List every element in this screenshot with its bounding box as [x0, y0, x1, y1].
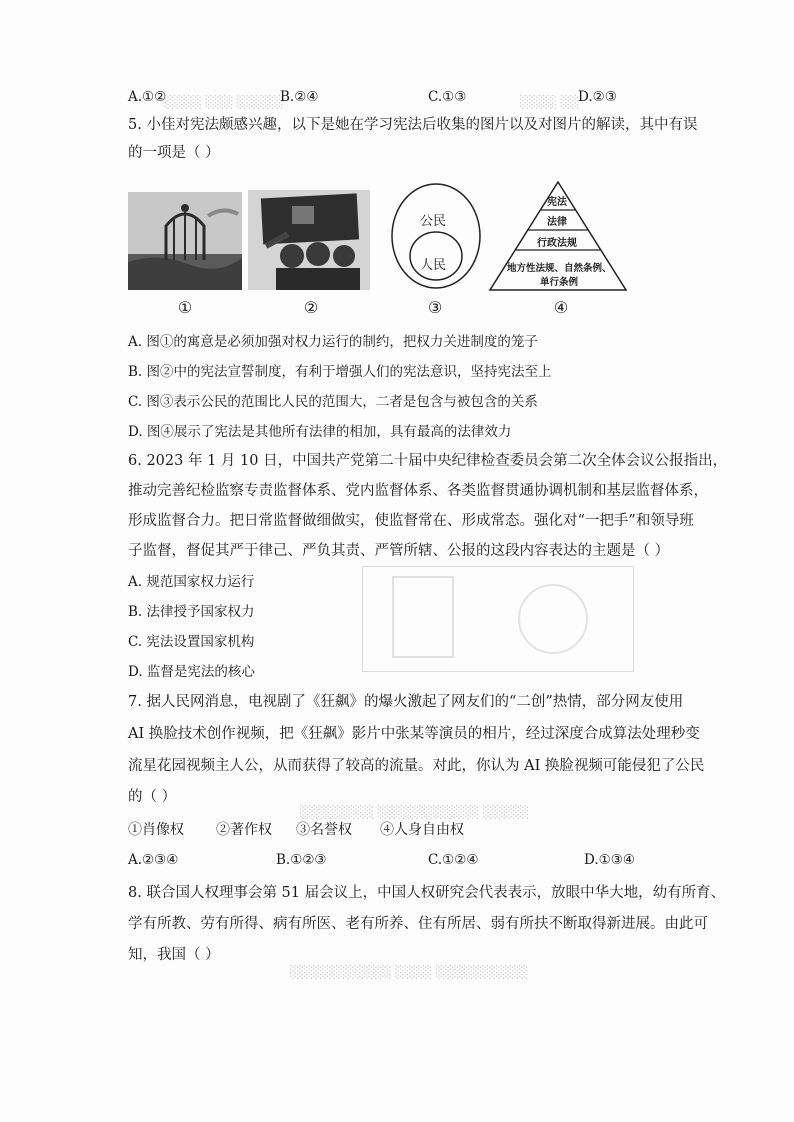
q5-image-cage: [128, 192, 242, 290]
bleed-through-text: ░░░░░░░░░░░ ░░░░ ░░░░░░░░░░: [290, 965, 529, 979]
q7-item-1: ①肖像权: [128, 822, 184, 838]
venn-outer-label: 公民: [420, 214, 447, 229]
q7-option-d[interactable]: D.①③④: [584, 852, 635, 868]
caption-2: ②: [303, 298, 319, 317]
q5-option-b[interactable]: B. 图②中的宪法宣誓制度，有利于增强人们的宪法意识，坚持宪法至上: [128, 364, 552, 380]
q6-stem-line: 形成监督合力。把日常监督做细做实，使监督常在、形成常态。强化对“一把手”和领导班: [128, 513, 694, 529]
q8-stem-line: 8. 联合国人权理事会第 51 届会议上，中国人权研究会代表表示，放眼中华大地，幼有所育、: [128, 885, 726, 901]
q7-option-b[interactable]: B.①②③: [276, 852, 327, 868]
caption-1: ①: [177, 298, 193, 317]
q5-stem-line: 5. 小佳对宪法颇感兴趣，以下是她在学习宪法后收集的图片以及对图片的解读，其中有误: [128, 117, 698, 133]
q5-option-c[interactable]: C. 图③表示公民的范围比人民的范围大，二者是包含与被包含的关系: [128, 394, 538, 410]
venn-inner-label: 人民: [420, 258, 447, 273]
q7-item-2: ②著作权: [216, 822, 272, 838]
q4-option-c[interactable]: C.①③: [428, 89, 467, 105]
pyramid-level-local-regulations: 地方性法规、自然条例、: [507, 263, 612, 274]
q4-option-a[interactable]: A.①②: [128, 89, 167, 105]
bleed-through-picture: [362, 566, 634, 672]
q4-option-d[interactable]: D.②③: [578, 89, 617, 105]
q7-option-a[interactable]: A.②③④: [128, 852, 179, 868]
bleed-through-text: ░░░░ ░░: [520, 95, 580, 109]
q6-stem-line: 子监督，督促其严于律己、严负其责、严管所辖、公报的这段内容表达的主题是（ ）: [128, 543, 670, 559]
bleed-through-text: ░░░░░░░░ ░░░░░░░░░░░ ░░░░░: [300, 805, 530, 819]
q5-option-a[interactable]: A. 图①的寓意是必须加强对权力运行的制约，把权力关进制度的笼子: [128, 334, 538, 350]
q7-stem-line: AI 换脸技术创作视频，把《狂飙》影片中张某等演员的相片，经过深度合成算法处理秒变: [128, 726, 700, 742]
pyramid-level-administrative-regulations: 行政法规: [537, 238, 577, 249]
pyramid-level-constitution: 宪法: [547, 197, 567, 208]
q6-option-c[interactable]: C. 宪法设置国家机构: [128, 634, 255, 650]
q7-stem-line: 7. 据人民网消息，电视剧了《狂飙》的爆火激起了网友们的“二创”热情，部分网友使用: [128, 694, 684, 710]
bleed-through-text: ░░░░ ░░░ ░░░░░: [165, 95, 284, 109]
q5-stem-line: 的一项是（ ）: [128, 145, 220, 161]
q7-stem-line: 的（ ）: [128, 789, 177, 805]
q5-image-oath: [248, 190, 370, 290]
q6-stem-line: 6. 2023 年 1 月 10 日，中国共产党第二十届中央纪律检查委员会第二次全体会议公报指出，: [128, 453, 728, 469]
q6-option-d[interactable]: D. 监督是宪法的核心: [128, 664, 255, 680]
q7-item-3: ③名誉权: [296, 822, 352, 838]
q7-stem-line: 流星花园视频主人公，从而获得了较高的流量。对此，你认为 AI 换脸视频可能侵犯了公民: [128, 758, 705, 774]
pyramid-level-separate-regulations: 单行条例: [540, 277, 579, 288]
q7-item-4: ④人身自由权: [380, 822, 464, 838]
q6-stem-line: 推动完善纪检监察专责监督体系、党内监督体系、各类监督贯通协调机制和基层监督体系，: [128, 483, 708, 499]
q7-option-c[interactable]: C.①②④: [428, 852, 479, 868]
q8-stem-line: 学有所教、劳有所得、病有所医、老有所养、住有所居、弱有所扶不断取得新进展。由此可: [128, 916, 708, 932]
q4-option-b[interactable]: B.②④: [280, 89, 319, 105]
pyramid-level-law: 法律: [547, 217, 567, 228]
caption-3: ③: [427, 298, 443, 317]
q8-stem-line: 知，我国（ ）: [128, 947, 220, 963]
caption-4: ④: [553, 298, 569, 317]
q5-option-d[interactable]: D. 图④展示了宪法是其他所有法律的相加，具有最高的法律效力: [128, 424, 512, 440]
q6-option-b[interactable]: B. 法律授予国家权力: [128, 604, 255, 620]
q6-option-a[interactable]: A. 规范国家权力运行: [128, 574, 255, 590]
